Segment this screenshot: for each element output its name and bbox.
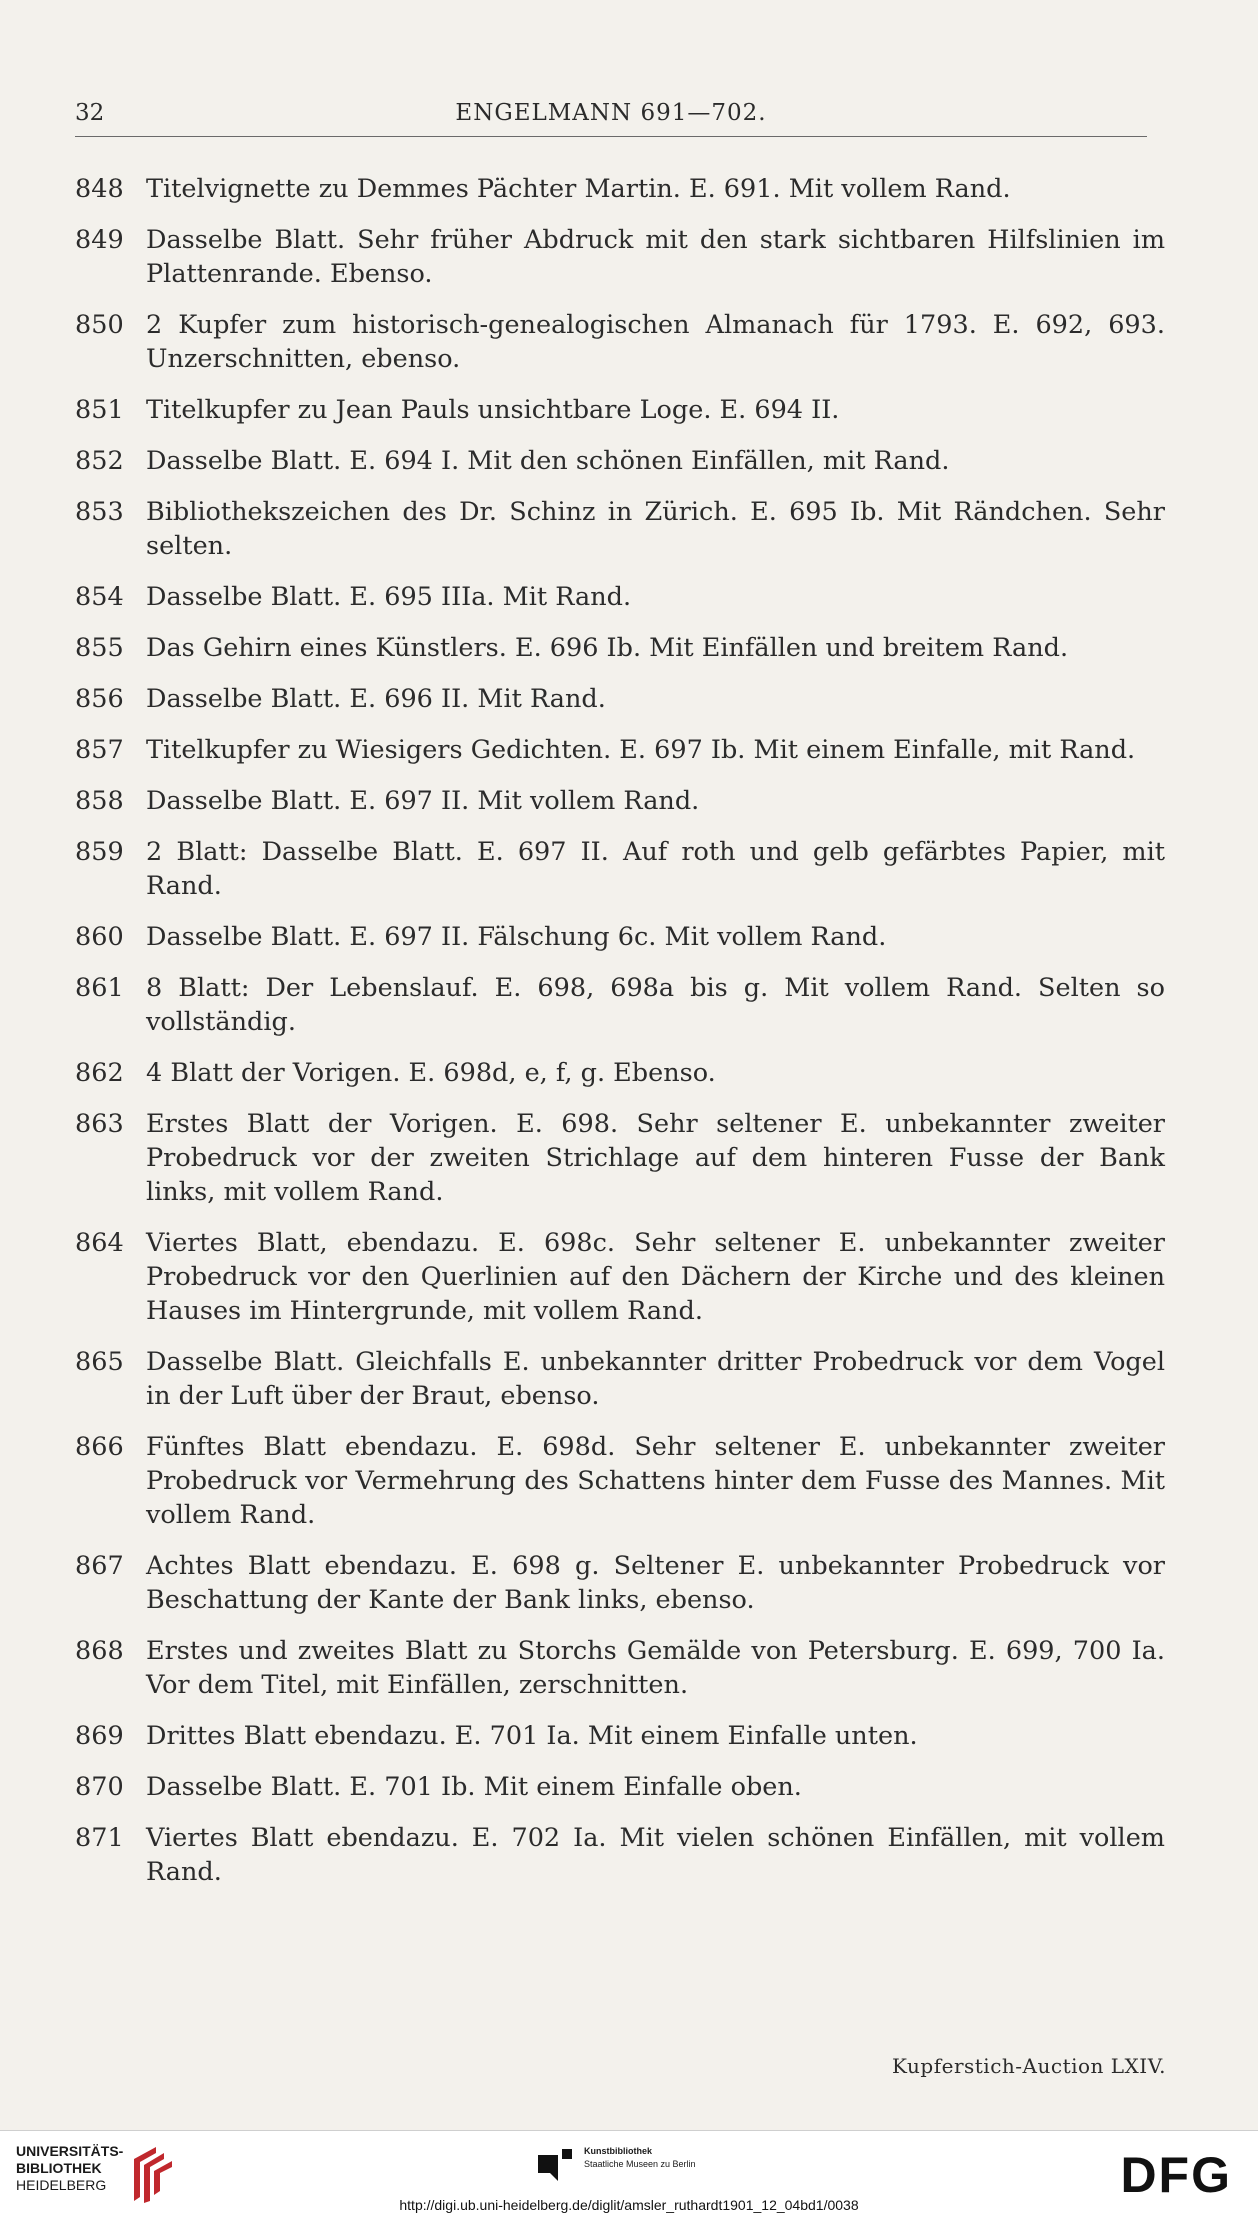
kunstbibliothek-line-1: Kunstbibliothek [584, 2146, 652, 2156]
catalog-entry [75, 1821, 1165, 1889]
entry-number: 853 [75, 497, 124, 527]
entry-number: 859 [75, 837, 124, 867]
catalog-entry [75, 784, 1165, 818]
entry-text: 4 Blatt der Vorigen. E. 698d, e, f, g. Ebenso. [146, 1058, 716, 1088]
entry-number: 848 [75, 174, 124, 204]
entry-number: 854 [75, 582, 124, 612]
entry-number: 852 [75, 446, 124, 476]
kunstbibliothek-text [584, 2145, 696, 2171]
entry-number: 856 [75, 684, 124, 714]
permalink-url[interactable]: http://digi.ub.uni-heidelberg.de/diglit/amsler_ruthardt1901_12_04bd1/0038 [399, 2197, 859, 2213]
catalog-entry [75, 835, 1165, 903]
entry-text: Titelkupfer zu Jean Pauls unsichtbare Loge. E. 694 II. [146, 395, 840, 425]
kunstbibliothek-logo-icon [536, 2147, 576, 2183]
entry-number: 868 [75, 1636, 124, 1666]
catalog-entry [75, 1549, 1165, 1617]
entry-text: Viertes Blatt, ebendazu. E. 698c. Sehr seltener E. unbekannter zweiter Probedruck vor den Querlinien auf den Dächern der Kirche und des kleinen Hauses im Hintergrunde, mit vollem Rand. [146, 1228, 1165, 1326]
entry-number: 860 [75, 922, 124, 952]
entry-text: Das Gehirn eines Künstlers. E. 696 Ib. Mit Einfällen und breitem Rand. [146, 633, 1069, 663]
entry-text: Dasselbe Blatt. E. 697 II. Fälschung 6c. Mit vollem Rand. [146, 922, 887, 952]
catchword: Kupferstich-Auction LXIV. [892, 2054, 1166, 2078]
university-line-1: UNIVERSITÄTS- [16, 2143, 124, 2159]
kunstbibliothek-line-2: Staatliche Museen zu Berlin [584, 2159, 696, 2169]
catalog-entry [75, 1770, 1165, 1804]
entry-text: 2 Blatt: Dasselbe Blatt. E. 697 II. Auf roth und gelb gefärbtes Papier, mit Rand. [146, 837, 1165, 901]
catalog-entry [75, 580, 1165, 614]
entry-text: Dasselbe Blatt. Gleichfalls E. unbekannter dritter Probedruck vor dem Vogel in der Luft über der Braut, ebenso. [146, 1347, 1165, 1411]
entry-number: 857 [75, 735, 124, 765]
catalog-entry [75, 1345, 1165, 1413]
entry-text: 8 Blatt: Der Lebenslauf. E. 698, 698a bis g. Mit vollem Rand. Selten so vollständig. [146, 973, 1165, 1037]
entry-text: 2 Kupfer zum historisch-genealogischen Almanach für 1793. E. 692, 693. Unzerschnitten, ebenso. [146, 310, 1165, 374]
running-head: ENGELMANN 691—702. [455, 100, 767, 126]
catalog-entry [75, 631, 1165, 665]
catalog-entry [75, 682, 1165, 716]
catalog-entries [75, 172, 1165, 1906]
university-line-2: BIBLIOTHEK [16, 2160, 102, 2176]
entry-number: 855 [75, 633, 124, 663]
page-number: 32 [75, 100, 105, 126]
catalog-entry [75, 1430, 1165, 1532]
entry-number: 867 [75, 1551, 124, 1581]
page-header [75, 96, 1147, 137]
entry-text: Achtes Blatt ebendazu. E. 698 g. Seltener E. unbekannter Probedruck vor Beschattung der Kante der Bank links, ebenso. [146, 1551, 1165, 1615]
entry-text: Dasselbe Blatt. E. 694 I. Mit den schönen Einfällen, mit Rand. [146, 446, 950, 476]
entry-number: 871 [75, 1823, 124, 1853]
entry-number: 864 [75, 1228, 124, 1258]
entry-number: 870 [75, 1772, 124, 1802]
catalog-entry [75, 1634, 1165, 1702]
entry-text: Viertes Blatt ebendazu. E. 702 Ia. Mit vielen schönen Einfällen, mit vollem Rand. [146, 1823, 1165, 1887]
entry-number: 863 [75, 1109, 124, 1139]
catalog-entry [75, 1107, 1165, 1209]
entry-number: 851 [75, 395, 124, 425]
entry-text: Fünftes Blatt ebendazu. E. 698d. Sehr seltener E. unbekannter zweiter Probedruck vor Vermehrung des Schattens hinter dem Fusse des Mannes. Mit vollem Rand. [146, 1432, 1165, 1530]
entry-number: 865 [75, 1347, 124, 1377]
catalog-entry [75, 223, 1165, 291]
catalog-entry [75, 1719, 1165, 1753]
entry-text: Dasselbe Blatt. E. 701 Ib. Mit einem Einfalle oben. [146, 1772, 802, 1802]
entry-text: Titelkupfer zu Wiesigers Gedichten. E. 697 Ib. Mit einem Einfalle, mit Rand. [146, 735, 1136, 765]
entry-text: Titelvignette zu Demmes Pächter Martin. E. 691. Mit vollem Rand. [146, 174, 1011, 204]
footer-bar [0, 2130, 1258, 2219]
catalog-entry [75, 971, 1165, 1039]
entry-text: Dasselbe Blatt. Sehr früher Abdruck mit den stark sichtbaren Hilfslinien im Plattenrande. Ebenso. [146, 225, 1165, 289]
dfg-logo[interactable]: DFG [1120, 2147, 1232, 2203]
catalog-entry [75, 733, 1165, 767]
entry-text: Drittes Blatt ebendazu. E. 701 Ia. Mit einem Einfalle unten. [146, 1721, 918, 1751]
entry-text: Dasselbe Blatt. E. 696 II. Mit Rand. [146, 684, 606, 714]
entry-number: 869 [75, 1721, 124, 1751]
entry-number: 862 [75, 1058, 124, 1088]
entry-text: Erstes und zweites Blatt zu Storchs Gemälde von Petersburg. E. 699, 700 Ia. Vor dem Titel, mit Einfällen, zerschnitten. [146, 1636, 1165, 1700]
entry-number: 849 [75, 225, 124, 255]
entry-number: 858 [75, 786, 124, 816]
university-line-3: HEIDELBERG [16, 2177, 107, 2193]
catalog-entry [75, 393, 1165, 427]
catalog-entry [75, 444, 1165, 478]
catalog-entry [75, 1056, 1165, 1090]
catalog-entry [75, 920, 1165, 954]
catalog-entry [75, 495, 1165, 563]
catalog-entry [75, 172, 1165, 206]
entry-text: Erstes Blatt der Vorigen. E. 698. Sehr seltener E. unbekannter zweiter Probedruck vor der zweiten Strichlage auf dem hinteren Fusse der Bank links, mit vollem Rand. [146, 1109, 1165, 1207]
entry-number: 850 [75, 310, 124, 340]
university-library-logo[interactable] [16, 2143, 123, 2194]
university-emblem-icon [128, 2141, 176, 2205]
entry-text: Bibliothekszeichen des Dr. Schinz in Zürich. E. 695 Ib. Mit Rändchen. Sehr selten. [146, 497, 1165, 561]
entry-number: 866 [75, 1432, 124, 1462]
catalog-entry [75, 1226, 1165, 1328]
entry-number: 861 [75, 973, 124, 1003]
catalog-entry [75, 308, 1165, 376]
entry-text: Dasselbe Blatt. E. 695 IIIa. Mit Rand. [146, 582, 632, 612]
entry-text: Dasselbe Blatt. E. 697 II. Mit vollem Rand. [146, 786, 700, 816]
